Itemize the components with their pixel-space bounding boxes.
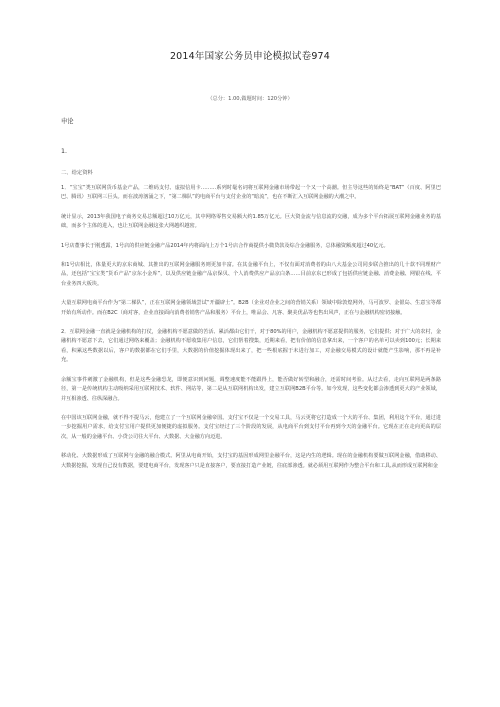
material-label: 二、给定资料: [61, 170, 93, 176]
paragraph-8: 在中国该互联网金融，就不得不提马云，他建立了一个互联网金融帝国。支付宝不仅是一个交易工具，马云更将它打造成一个大的平台、集团，利用这个平台，通过进一步挖掘用户需求，给支付宝用户提供更加便捷的虚拟服务。支付宝经过了三个阶段的发展，从电商平台到支付平台再到今天的金融平台。它现在正在走向更高的层次，从一般的金融平台、小贷公司往大平台、大数据、大金融方向迈进。: [61, 414, 441, 440]
paragraph-4: 和1号店相比，体量更大的京东商城、其推出的互联网金融服务则更加丰富。在其金融平台上，不仅有面对消费者的由八大基金公司同步联合推出的几十款不同理财产品，还包括“宝宝类”货币产品“京东小金库”，以及供应链金融产品京保贝、个人消费供应产品京白条……目前京东已形成了包括供应链金融、消费金融、网银在线、平台业务四大板块。: [61, 262, 441, 287]
paragraph-6: 2．互联网金融一直就是金融机构的打仗，金融机构不愿意做的苦活、累活都由它们干，对于80%的用户，金融机构不愿意提供的服务，它们提供；对于广大的农村，金融机构不愿意下去，它们通过网络来覆盖；金融机构不愿收集用户信息，它们帮着搜集，近期来看，把有价值的信息拿出来，一个客户的名单可以卖到100元；长期来看，积累这些数据以后，客户的数据都在它们手里，大数据的价值挖掘体现出来了，把一些根底握于未进行加工，对金融交易模式的设计就能产生影响，那不再是补充。: [61, 329, 441, 364]
material-content: [61, 184, 441, 481]
paragraph-3: 1号店董事长于刚透露，1号店的供应链金融产品2014年内将面向上万个1号店合作商提供小微贷款及综合金融服务，总体融资额度超过40亿元。: [61, 242, 389, 249]
paragraph-7: 余额宝事件刺激了金融机构，但是这些金融恐龙，即便意识到问题，调整速度能不能跟得上，能否做好转型和融合，还需时间考验。从过去看，走向互联网是两条路径，第一是传统机构主动吸纳采用互联网技术、软件、网站等，第二是从互联网机构出发，建立互联网B2B平台等。如今发现，这些变化都会渗透到更大的产业领域，并互相渗透、往纵深融合。: [61, 376, 441, 402]
paragraph-5: 大量互联网电商平台作为“第二梯队”，正在互联网金融领域尝试“开疆辟土”。B2B（企业对企业之间的营销关系）领域中除敦煌网外，马可波罗、金银岛、生意宝等都开始有所动作。而在B2C（商对客，企业直接面向消费者销售产品和服务）平台上，唯品会、凡客、聚美优品等也售出风声，正在与金融机构密切接触。: [61, 300, 441, 316]
exam-meta: （总分：1.00,做题时间：120分钟）: [207, 96, 293, 102]
page-title: 2014年国家公务员申论模拟试卷974: [169, 51, 331, 62]
section-heading: 申论: [61, 118, 74, 125]
paragraph-2: 统计显示，2013年我国电子商务交易总额超过10万亿元，其中网络零售交易额大约1.85万亿元。巨大资金流与信息流的交融，成为多个平台拓展互联网金融业务的基础，而多个主体的进入，也让互联网金融这张大网越织越密。: [61, 213, 441, 230]
paragraph-1: 1．“宝宝”类互联网货币基金产品，二维码支付、虚拟信用卡………系列时髦名词将互联网金融市场带起一个又一个高潮。但主导这些的始终是“BAT”（百度、阿里巴巴、腾讯）互联网三巨头。而在波涛汹涌之下，“第二梯队”的电商平台与支付企业的“暗流”，也在不断汇入互联网金融的大潮之中。: [61, 185, 441, 201]
paragraph-9: 移动化、大数据形成了互联网与金融的融合模式。阿里从电商开始，支付宝的基因形成网里金融平台，这是内生的逻辑。现在的金融机构要做互联网金融，借助移动、大数据挖掘，发现自己没有数据，要建电商平台，发现客户只是直接客户，要直接打造产业链，往底部渗透。就必须用互联网作为整合平台和工具,从而形成互联网和金: [61, 453, 441, 469]
question-number: 1.: [61, 148, 68, 155]
